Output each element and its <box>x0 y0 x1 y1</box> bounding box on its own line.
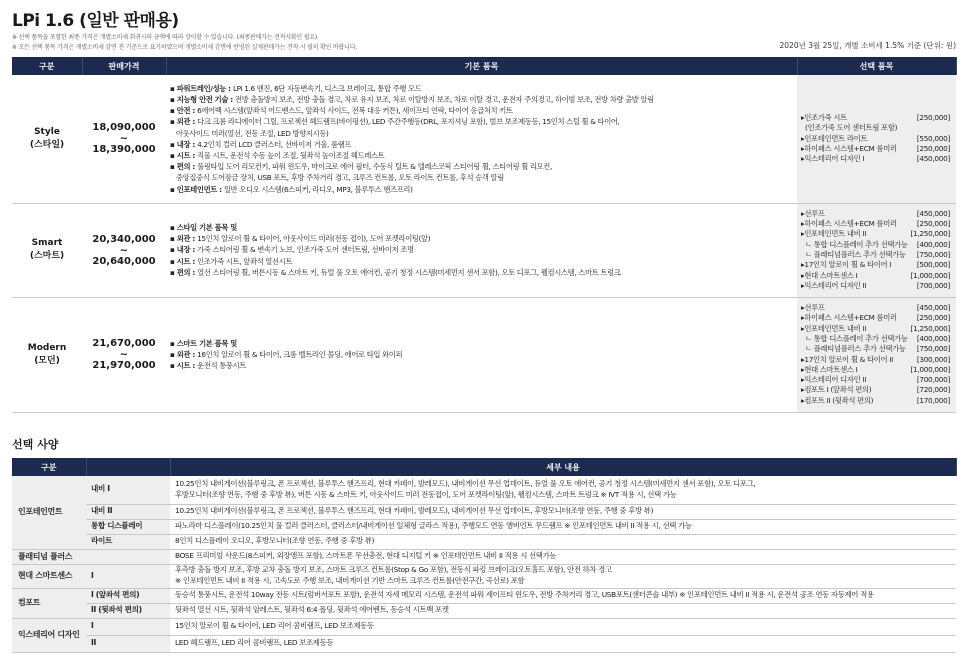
header-details: 세부 내용 <box>170 458 956 476</box>
option-price: [720,000] <box>916 385 950 395</box>
option-items <box>797 203 956 297</box>
price-note: ※ 선택 품목을 포함한 최종 가격은 개별소비세 회귀시의 금액에 따라 상이할 수 있습니다. (최종판매가는 견적서확인 필요) <box>12 34 318 41</box>
option-category: 플래티넘 플러스 <box>12 549 86 564</box>
trim-price: 20,340,000 ~ 20,640,000 <box>82 203 166 297</box>
option-item <box>801 324 950 334</box>
option-category: 인포테인먼트 <box>12 476 86 549</box>
option-details: 10.25인치 내비게이션(블루링크, 폰 프로젝션, 블루투스 핸즈프리, 현대 카페이, 발레모드), 내비게이션 무선 업데이트, 듀얼 풀 오토 에어컨, 공기 청정 시스템(미세먼지 센서 포함), 오토 디포그, 후방모니터(조향 연동, 주행 중 후방 뷰), 버튼 시동 & 스마트 키, 아웃사이드 미러 전동접이, 도어 포켓라이팅(앞), 웰컴시스템, 스마트 트렁크 ※ IVT 적용 시, 선택 가능 <box>170 476 956 504</box>
option-details: 8인치 디스플레이 오디오, 후방모니터(조향 연동, 주행 중 후방 뷰) <box>170 534 956 549</box>
option-subcategory: 내비 I <box>86 476 170 504</box>
option-name: ▸선루프 <box>801 208 825 218</box>
trim-name: Style (스타일) <box>12 75 82 203</box>
option-name: (인조가죽 도어 센터트림 포함) <box>801 123 898 133</box>
option-item <box>801 281 950 291</box>
option-name: ㄴ 플래티넘플러스 추가 선택가능 <box>801 250 906 259</box>
option-item <box>801 113 950 123</box>
option-price: [700,000] <box>916 375 950 385</box>
option-item <box>801 375 950 385</box>
basic-item: ▪ 내장 : 가죽 스티어링 휠 & 변속기 노브, 인조가죽 도어 센터트림, 선바이저 조명 <box>170 245 414 255</box>
basic-item: ▪ 안전 : 6에어백 시스템(앞좌석 어드밴스드, 앞좌석 사이드, 전복 대응 커튼), 세이프티 언락, 타이어 응급처치 키트 <box>170 106 513 116</box>
option-price: [450,000] <box>916 154 950 164</box>
options-table-header <box>12 458 956 476</box>
option-item <box>801 250 950 260</box>
options-table-row <box>12 519 956 534</box>
date-note: 2020년 3월 25일, 개별 소비세 1.5% 기준 (단위: 원) <box>779 41 956 50</box>
basic-item: ▪ 외관 : 16인치 알로이 휠 & 타이어, 크롬 벨트라인 몰딩, 에어로 타입 와이퍼 <box>170 349 403 359</box>
option-price: [170,000] <box>916 395 950 405</box>
option-price: [250,000] <box>916 313 950 323</box>
option-item <box>801 123 950 133</box>
option-price: [1,000,000] <box>910 270 950 280</box>
option-name: ▸익스테리어 디자인 II <box>801 280 867 290</box>
option-item <box>801 365 950 375</box>
option-price: [300,000] <box>916 354 950 364</box>
basic-item: ▪ 외관 : 15인치 알로이 휠 & 타이어, 아웃사이드 미러(전동 접이), 도어 포켓라이팅(앞) <box>170 234 431 244</box>
option-price: [250,000] <box>916 143 950 153</box>
header-category: 구분 <box>12 57 82 75</box>
option-category: 익스테리어 디자인 <box>12 618 86 652</box>
option-name: ㄴ 통합 디스플레이 추가 선택가능 <box>801 239 908 249</box>
option-name: ▸컴포트 I (앞좌석 편의) <box>801 385 872 395</box>
option-item <box>801 396 950 406</box>
option-price: [1,000,000] <box>910 364 950 374</box>
header-price: 판매가격 <box>82 57 166 75</box>
option-category: 현대 스마트센스 <box>12 564 86 588</box>
option-item <box>801 271 950 281</box>
options-table <box>12 458 957 653</box>
option-item <box>801 334 950 344</box>
options-table-row <box>12 588 956 603</box>
option-details: 파노라마 디스플레이(10.25인치 풀 컬러 클러스터, 클러스터/내비게이션 일체형 글라스 적용), 주행모드 연동 앰비언트 무드램프 ※ 인포테인먼트 내비 II 적용 시, 선택 가능 <box>170 519 956 534</box>
price-table <box>12 57 957 413</box>
option-item <box>801 219 950 229</box>
option-name: ▸인조가죽 시트 <box>801 113 847 122</box>
option-item <box>801 154 950 164</box>
option-price: [700,000] <box>916 280 950 290</box>
option-name: ▸인포테인먼트 내비 II <box>801 229 867 239</box>
option-items <box>797 297 956 412</box>
tax-note: ※ 모든 선택 품목 가격은 개별소비세 감면 전 기준으로 표기하였으며 개별소비세 감면에 반영된 실제판매가는 견적 시 필히 확인 바랍니다. <box>12 44 358 51</box>
option-item <box>801 303 950 313</box>
trim-price: 21,670,000 ~ 21,970,000 <box>82 297 166 412</box>
basic-item: ▪ 편의 : 풀링타입 도어 리모컨키, 파워 윈도우, 마이크로 에어 필터, 수동식 틸트 & 텔레스코픽 스티어링 휠, 스티어링 휠 리모컨, <box>170 162 552 172</box>
options-table-row <box>12 504 956 519</box>
options-section-title: 선택 사양 <box>12 438 59 451</box>
header-basic-items: 기본 품목 <box>166 57 797 75</box>
option-subcategory: II (뒷좌석 편의) <box>86 603 170 618</box>
basic-item: ▪ 시트 : 운전석 통풍시트 <box>170 361 247 371</box>
option-details: BOSE 프리미엄 사운드(8스피커, 외장앰프 포함), 스마트폰 무선충전, 현대 디지털 키 ※ 인포테인먼트 내비 II 적용 시 선택가능 <box>170 549 956 564</box>
options-table-row <box>12 635 956 652</box>
option-name: ▸현대 스마트센스 I <box>801 364 858 374</box>
option-subcategory: 내비 II <box>86 504 170 519</box>
option-name: ▸선루프 <box>801 303 825 313</box>
option-item <box>801 355 950 365</box>
option-price: [1,250,000] <box>910 229 950 239</box>
option-name: ▸17인치 알로이 휠 & 타이어 I <box>801 260 892 270</box>
option-price: [250,000] <box>916 219 950 229</box>
option-name: ㄴ 플래티넘플러스 추가 선택가능 <box>801 344 906 354</box>
option-price: [1,250,000] <box>910 323 950 333</box>
option-name: ▸컴포트 II (뒷좌석 편의) <box>801 395 874 405</box>
option-name: ▸인포테인먼트 라이트 <box>801 133 868 143</box>
option-name: ▸하이패스 시스템+ECM 룸미러 <box>801 219 897 229</box>
trim-name: Modern (모던) <box>12 297 82 412</box>
option-subcategory <box>86 549 170 564</box>
option-name: ▸하이패스 시스템+ECM 룸미러 <box>801 313 897 323</box>
basic-item: ▪ 인포테인먼트 : 일반 오디오 시스템(6스피커, 라디오, MP3, 블루투스 핸즈프리) <box>170 184 413 194</box>
options-table-row <box>12 564 956 588</box>
option-item <box>801 144 950 154</box>
option-item <box>801 344 950 354</box>
option-name: ▸17인치 알로이 휠 & 타이어 II <box>801 354 893 364</box>
option-details: 15인치 알로이 휠 & 타이어, LED 리어 콤비램프, LED 보조제동등 <box>170 618 956 635</box>
basic-item: ▪ 스마트 기본 품목 및 <box>170 338 237 348</box>
option-item <box>801 209 950 219</box>
option-details: LED 헤드램프, LED 리어 콤비램프, LED 보조제동등 <box>170 635 956 652</box>
basic-item: ▪ 스타일 기본 품목 및 <box>170 222 237 232</box>
option-category: 컴포트 <box>12 588 86 618</box>
option-price: [400,000] <box>916 239 950 249</box>
option-name: ▸하이패스 시스템+ECM 룸미러 <box>801 143 897 153</box>
options-table-row <box>12 549 956 564</box>
option-price: [750,000] <box>916 250 950 259</box>
basic-items <box>166 75 797 203</box>
header-sub <box>86 458 170 476</box>
option-item <box>801 313 950 323</box>
trim-row-modern <box>12 297 956 412</box>
option-name: ▸익스테리어 디자인 II <box>801 375 867 385</box>
option-details: 10.25인치 내비게이션(블루링크, 폰 프로젝션, 블루투스 핸즈프리, 현대 카페이, 발레모드), 내비게이션 무선 업데이트, 후방모니터(조향 연동, 주행 중 후방 뷰) <box>170 504 956 519</box>
option-price: [250,000] <box>916 113 950 122</box>
option-name: ㄴ 통합 디스플레이 추가 선택가능 <box>801 333 908 343</box>
option-item <box>801 385 950 395</box>
option-price: [500,000] <box>916 260 950 270</box>
option-subcategory: I <box>86 564 170 588</box>
price-table-header <box>12 57 956 75</box>
option-item <box>801 134 950 144</box>
trim-price: 18,090,000 ~ 18,390,000 <box>82 75 166 203</box>
options-table-row <box>12 534 956 549</box>
option-name: ▸익스테리어 디자인 I <box>801 154 865 164</box>
basic-item: ▪ 지능형 안전 기술 : 전방 충돌방지 보조, 전방 충돌 경고, 차로 유지 보조, 차로 이탈방지 보조, 차로 이탈 경고, 운전자 주의경고, 하이빔 보조, 전방 차량 출발 알림 <box>170 94 654 104</box>
option-price: [450,000] <box>916 303 950 313</box>
page-title: LPi 1.6 (일반 판매용) <box>12 11 179 31</box>
option-price: [750,000] <box>916 344 950 354</box>
options-table-row <box>12 603 956 618</box>
options-table-row <box>12 618 956 635</box>
trim-row-style <box>12 75 956 203</box>
option-details: 뒷좌석 열선 시트, 뒷좌석 암레스트, 뒷좌석 6:4 폴딩, 뒷좌석 에어벤트, 동승석 시트백 포켓 <box>170 603 956 618</box>
basic-item: ▪ 편의 : 열선 스티어링 휠, 버튼시동 & 스마트 키, 듀얼 풀 오토 에어컨, 공기 청정 시스템(미세먼지 센서 포함), 오토 디포그, 웰컴시스템, 스마트 트렁크 <box>170 267 621 277</box>
header-category: 구분 <box>12 458 86 476</box>
basic-item: 중앙집중식 도어잠금 장치, USB 포트, 후방 주차거리 경고, 크루즈 컨트롤, 오토 라이트 컨트롤, 후석 승객 알림 <box>175 173 504 183</box>
trim-row-smart <box>12 203 956 297</box>
option-subcategory: II <box>86 635 170 652</box>
basic-item: ▪ 파워트레인/성능 : LPi 1.6 엔진, 6단 자동변속기, 디스크 브레이크, 통합 주행 모드 <box>170 83 422 93</box>
basic-items <box>166 297 797 412</box>
option-price: [550,000] <box>916 133 950 143</box>
option-name: ▸현대 스마트센스 I <box>801 270 858 280</box>
option-details: 후측방 충돌 방지 보조, 후방 교차 충돌 방지 보조, 스마트 크루즈 컨트롤(Stop & Go 포함), 전동식 파킹 브레이크(오토홀드 포함), 안전 하차 경고 ※ 인포테인먼트 내비 II 적용 시, 고속도로 주행 보조, 내비게이션 기반 스마트 크루즈 컨트롤(안전구간, 곡선로) 포함 <box>170 564 956 588</box>
header-option-items: 선택 품목 <box>797 57 956 75</box>
option-item <box>801 229 950 239</box>
option-details: 동승석 통풍시트, 운전석 10way 전동 시트(럼버서포트 포함), 운전석 자세 메모리 시스템, 운전석 파워 세이프티 윈도우, 전방 주차거리 경고, USB포트(센터콘솔 내부) ※ 인포테인먼트 내비 II 적용 시, 운전석 공조 연동 자동제어 적용 <box>170 588 956 603</box>
trim-name: Smart (스마트) <box>12 203 82 297</box>
option-subcategory: 라이트 <box>86 534 170 549</box>
basic-item: ▪ 내장 : 4.2인치 컬러 LCD 클러스터, 선바이저 거울, 룸램프 <box>170 139 352 149</box>
option-subcategory: 통합 디스플레이 <box>86 519 170 534</box>
basic-item: ▪ 시트 : 직물 시트, 운전석 수동 높이 조절, 뒷좌석 높이조절 헤드레스트 <box>170 150 385 160</box>
basic-item: 아웃사이드 미러(열선, 전동 조절, LED 방향지시등) <box>175 128 329 138</box>
option-name: ▸인포테인먼트 내비 II <box>801 323 867 333</box>
basic-items <box>166 203 797 297</box>
option-subcategory: I (앞좌석 편의) <box>86 588 170 603</box>
option-price: [400,000] <box>916 333 950 343</box>
option-item <box>801 260 950 270</box>
options-table-row <box>12 476 956 504</box>
option-item <box>801 240 950 250</box>
option-price: [450,000] <box>916 208 950 218</box>
option-subcategory: I <box>86 618 170 635</box>
basic-item: ▪ 외관 : 다크 크롬 라디에이터 그릴, 프로젝션 헤드램프(바이펑션), LED 주간주행등(DRL, 포지셔닝 포함), 벌브 보조제동등, 15인치 스틸 휠 & 타이어, <box>170 117 620 127</box>
basic-item: ▪ 시트 : 인조가죽 시트, 앞좌석 열선시트 <box>170 256 293 266</box>
option-items <box>797 75 956 203</box>
